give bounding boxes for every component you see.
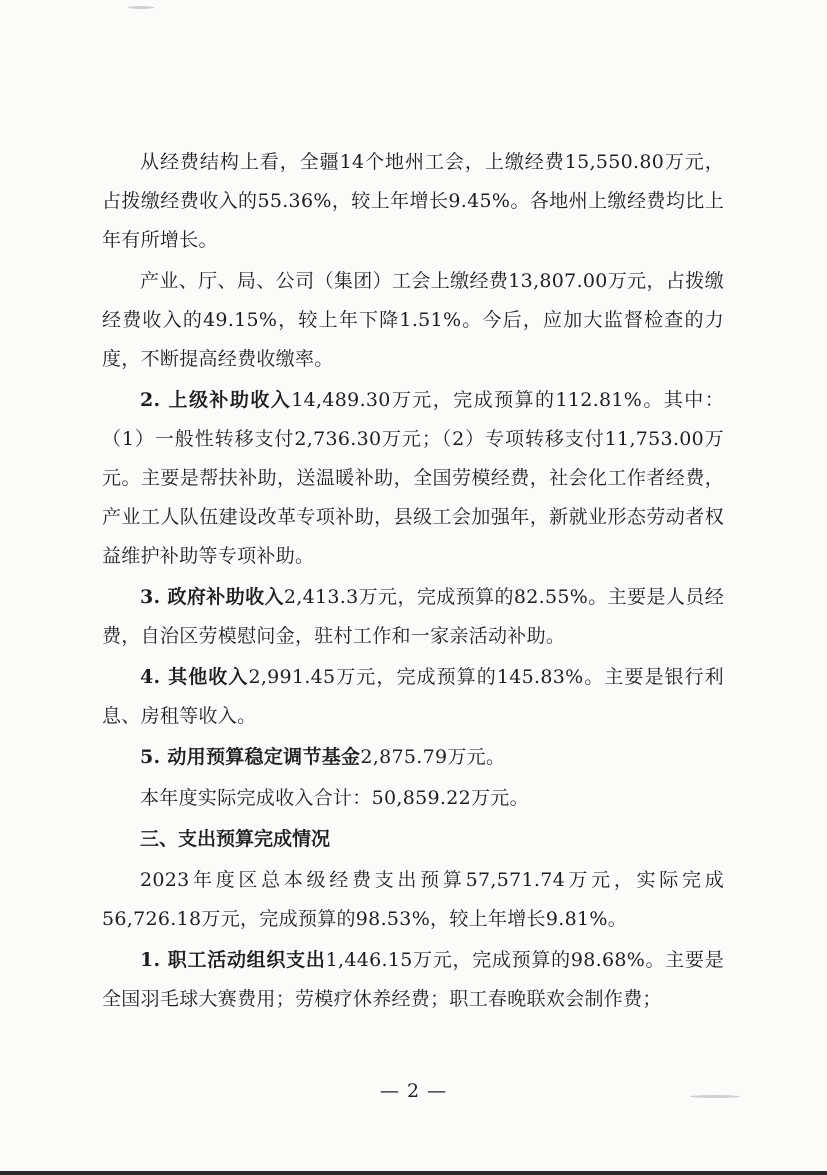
scan-speck: [690, 1095, 740, 1098]
paragraph-text: 本年度实际完成收入合计：50,859.22万元。: [140, 787, 529, 809]
paragraph-stabilization-fund: [102, 738, 724, 777]
paragraph-expenditure-summary: [102, 861, 724, 939]
paragraph-text: 产业、厅、局、公司（集团）工会上缴经费13,807.00万元，占拨缴经费收入的49.15%，较上年下降1.51%。今后，应加大监督检查的力度，不断提高经费收缴率。: [102, 270, 724, 370]
paragraph-text: 2023年度区总本级经费支出预算57,571.74万元，实际完成56,726.18万元，完成预算的98.53%，较上年增长9.81%。: [102, 869, 724, 930]
paragraph-lead: 5. 动用预算稳定调节基金: [140, 746, 361, 768]
paragraph-text: 2,875.79万元。: [360, 746, 506, 768]
section-heading: 三、支出预算完成情况: [140, 828, 331, 850]
paragraph-industry: [102, 262, 724, 379]
paragraph-other-income: [102, 658, 724, 736]
paragraph-text: 14,489.30万元，完成预算的112.81%。其中：（1）一般性转移支付2,736.30万元；（2）专项转移支付11,753.00万元。主要是帮扶补助，送温暖补助，全国劳模经费，社会化工作者经费，产业工人队伍建设改革专项补助，县级工会加强年，新就业形态劳动者权益维护补助等专项补助。: [102, 389, 724, 567]
scan-edge: [0, 1171, 827, 1175]
paragraph-superior-subsidy: [102, 381, 724, 576]
paragraph-lead: 3. 政府补助收入: [140, 586, 284, 608]
paragraph-income-total: [102, 779, 724, 818]
paragraph-lead: 2. 上级补助收入: [140, 389, 292, 411]
scan-speck: [128, 6, 154, 9]
paragraph-lead: 1. 职工活动组织支出: [140, 949, 326, 971]
page-number: — 2 —: [379, 1080, 448, 1102]
paragraph-text: 1,446.15万元，完成预算的98.68%。主要是全国羽毛球大赛费用；劳模疗休养经费；职工春晚联欢会制作费；: [102, 949, 724, 1010]
paragraph-text: 从经费结构上看，全疆14个地州工会，上缴经费15,550.80万元，占拨缴经费收入的55.36%，较上年增长9.45%。各地州上缴经费均比上年有所增长。: [102, 151, 724, 251]
paragraph-staff-activities: [102, 941, 724, 1019]
paragraph-text: 2,413.3万元，完成预算的82.55%。主要是人员经费，自治区劳模慰问金，驻村工作和一家亲活动补助。: [102, 586, 724, 647]
paragraph-text: 2,991.45万元，完成预算的145.83%。主要是银行利息、房租等收入。: [102, 666, 724, 727]
paragraph-structure: [102, 143, 724, 260]
paragraph-government-subsidy: [102, 578, 724, 656]
paragraph-lead: 4. 其他收入: [140, 666, 249, 688]
document-body: [102, 143, 724, 1021]
